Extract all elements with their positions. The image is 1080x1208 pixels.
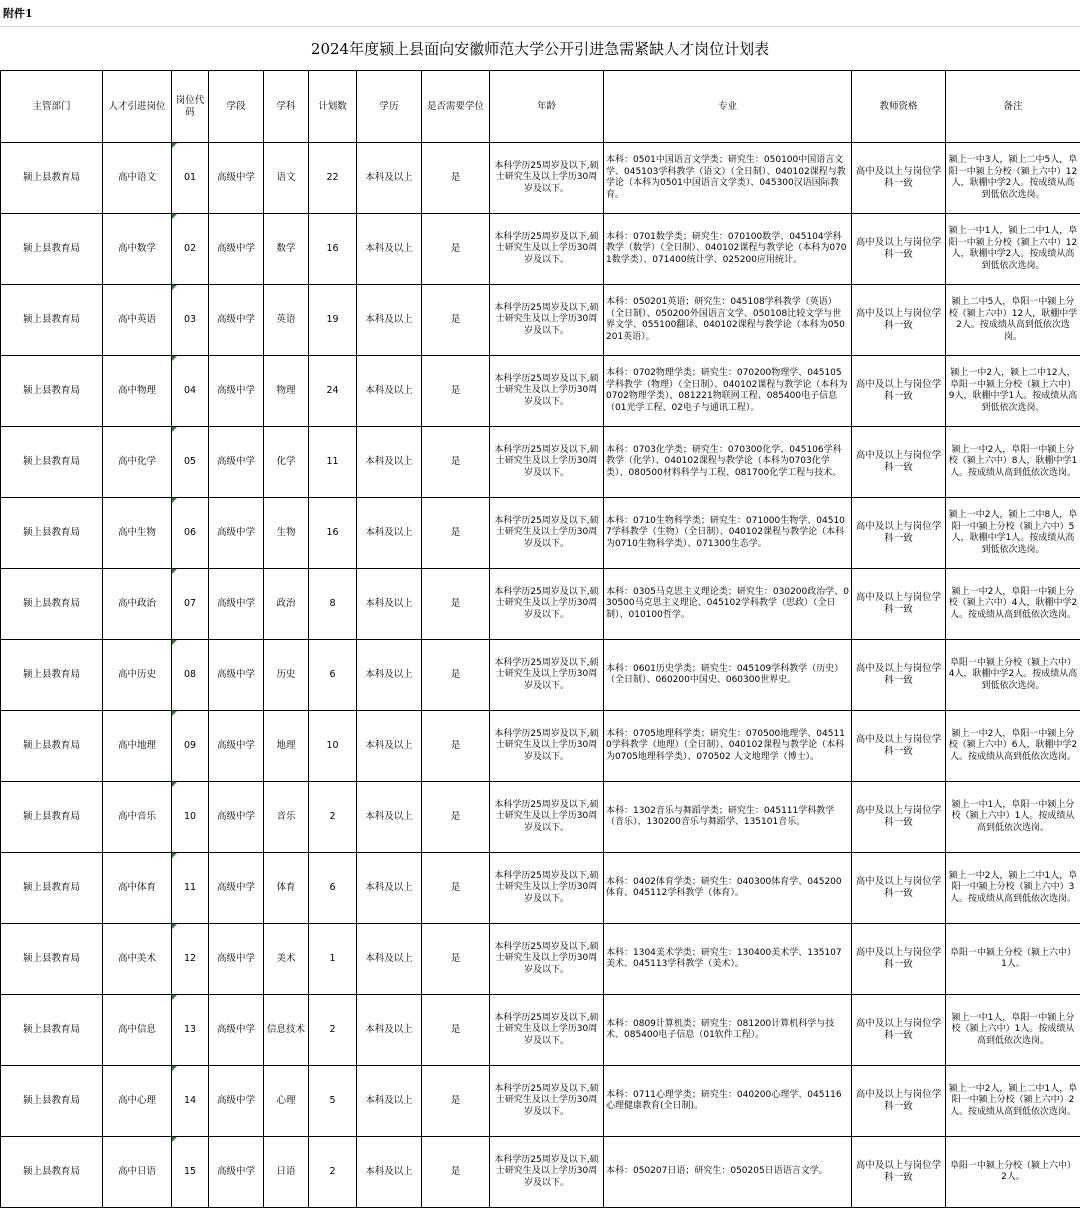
header-subject: 学科	[264, 71, 309, 143]
cell-stage: 高级中学	[209, 711, 264, 782]
cell-major: 本科：0601历史学类；研究生：045109学科教学（历史）（全日制）、060200中国史、060300世界史。	[604, 640, 852, 711]
cell-dept: 颍上县教育局	[1, 569, 103, 640]
cell-code: 08	[172, 640, 209, 711]
cell-teacher-cert: 高中及以上与岗位学科一致	[852, 924, 946, 995]
cell-education: 本科及以上	[357, 143, 422, 214]
cell-teacher-cert: 高中及以上与岗位学科一致	[852, 569, 946, 640]
header-education: 学历	[357, 71, 422, 143]
cell-education: 本科及以上	[357, 1137, 422, 1208]
cell-stage: 高级中学	[209, 356, 264, 427]
cell-note: 颍上一中2人，颍上二中1人，阜阳一中颍上分校（颍上六中）3人。按成绩从高到低依次选岗。	[946, 853, 1080, 924]
cell-teacher-cert: 高中及以上与岗位学科一致	[852, 1137, 946, 1208]
header-age: 年龄	[490, 71, 604, 143]
table-row	[1, 995, 1080, 1066]
cell-dept: 颍上县教育局	[1, 711, 103, 782]
cell-code: 01	[172, 143, 209, 214]
cell-major: 本科：1304美术学类；研究生：130400美术学、135107美术、045113学科教学（美术）。	[604, 924, 852, 995]
cell-note: 颍上一中1人，阜阳一中颍上分校（颍上六中）1人。按成绩从高到低依次选岗。	[946, 782, 1080, 853]
cell-major: 本科：0711心理学类；研究生：040200心理学、045116心理健康教育(全日制)。	[604, 1066, 852, 1137]
cell-dept: 颍上县教育局	[1, 143, 103, 214]
cell-stage: 高级中学	[209, 214, 264, 285]
cell-degree: 是	[422, 995, 490, 1066]
cell-post: 高中历史	[103, 640, 172, 711]
cell-note: 颍上一中1人，阜阳一中颍上分校（颍上六中）1人。按成绩从高到低依次选岗。	[946, 995, 1080, 1066]
cell-post: 高中信息	[103, 995, 172, 1066]
cell-note: 颍上一中2人，阜阳一中颍上分校（颍上六中）6人，耿棚中学2人。按成绩从高到低依次选岗。	[946, 711, 1080, 782]
cell-subject: 日语	[264, 1137, 309, 1208]
cell-stage: 高级中学	[209, 1066, 264, 1137]
table-row	[1, 711, 1080, 782]
cell-code: 03	[172, 285, 209, 356]
cell-dept: 颍上县教育局	[1, 427, 103, 498]
cell-teacher-cert: 高中及以上与岗位学科一致	[852, 214, 946, 285]
cell-note: 阜阳一中颍上分校（颍上六中）1人。	[946, 924, 1080, 995]
cell-post: 高中地理	[103, 711, 172, 782]
cell-note: 颍上一中2人，颍上二中1人，阜阳一中颍上分校（颍上六中）2人。按成绩从高到低依次选岗。	[946, 1066, 1080, 1137]
cell-major: 本科：0305马克思主义理论类；研究生：030200政治学、030500马克思主义理论、045102学科教学（思政）（全日制）、010100哲学。	[604, 569, 852, 640]
cell-subject: 政治	[264, 569, 309, 640]
cell-education: 本科及以上	[357, 924, 422, 995]
table-row	[1, 569, 1080, 640]
table-row	[1, 853, 1080, 924]
cell-education: 本科及以上	[357, 853, 422, 924]
cell-stage: 高级中学	[209, 1137, 264, 1208]
cell-major: 本科：1302音乐与舞蹈学类；研究生：045111学科教学（音乐）、130200音乐与舞蹈学、135101音乐。	[604, 782, 852, 853]
cell-subject: 信息技术	[264, 995, 309, 1066]
cell-stage: 高级中学	[209, 498, 264, 569]
cell-post: 高中心理	[103, 1066, 172, 1137]
cell-note: 颍上一中2人，颍上二中12人，阜阳一中颍上分校（颍上六中）9人，耿棚中学1人。按成绩从高到低依次选岗。	[946, 356, 1080, 427]
cell-teacher-cert: 高中及以上与岗位学科一致	[852, 285, 946, 356]
cell-major: 本科：050207日语；研究生：050205日语语言文学。	[604, 1137, 852, 1208]
cell-post: 高中物理	[103, 356, 172, 427]
cell-education: 本科及以上	[357, 995, 422, 1066]
cell-post: 高中音乐	[103, 782, 172, 853]
cell-count: 24	[309, 356, 357, 427]
cell-age: 本科学历25周岁及以下,硕士研究生及以上学历30周岁及以下。	[490, 569, 604, 640]
cell-dept: 颍上县教育局	[1, 285, 103, 356]
cell-dept: 颍上县教育局	[1, 995, 103, 1066]
cell-age: 本科学历25周岁及以下,硕士研究生及以上学历30周岁及以下。	[490, 711, 604, 782]
cell-subject: 地理	[264, 711, 309, 782]
cell-subject: 心理	[264, 1066, 309, 1137]
cell-dept: 颍上县教育局	[1, 924, 103, 995]
cell-note: 颍上一中3人，颍上二中5人，阜阳一中颍上分校（颍上六中）12人，耿棚中学2人。按成绩从高到低依次选岗。	[946, 143, 1080, 214]
cell-note: 颍上二中5人，阜阳一中颍上分校（颍上六中）12人，耿棚中学2人。按成绩从高到低依次选岗。	[946, 285, 1080, 356]
cell-code: 04	[172, 356, 209, 427]
cell-count: 2	[309, 782, 357, 853]
table-row	[1, 924, 1080, 995]
cell-education: 本科及以上	[357, 285, 422, 356]
cell-note: 阜阳一中颍上分校（颍上六中）4人，耿棚中学2人。按成绩从高到低依次选岗。	[946, 640, 1080, 711]
header-stage: 学段	[209, 71, 264, 143]
cell-major: 本科：0402体育学类；研究生：040300体育学、045200体育、045112学科教学（体育）。	[604, 853, 852, 924]
cell-count: 2	[309, 995, 357, 1066]
cell-count: 16	[309, 214, 357, 285]
cell-subject: 语文	[264, 143, 309, 214]
cell-major: 本科：0501中国语言文学类；研究生：050100中国语言文学、045103学科教学（语文）（全日制）、040102课程与教学论（本科为0501中国语言文学类）、045300汉语国际教育。	[604, 143, 852, 214]
cell-degree: 是	[422, 143, 490, 214]
cell-post: 高中英语	[103, 285, 172, 356]
cell-note: 颍上一中1人，颍上二中1人，阜阳一中颍上分校（颍上六中）12人，耿棚中学2人。按成绩从高到低依次选岗。	[946, 214, 1080, 285]
cell-education: 本科及以上	[357, 711, 422, 782]
cell-code: 05	[172, 427, 209, 498]
cell-count: 10	[309, 711, 357, 782]
cell-major: 本科：0809计算机类；研究生：081200计算机科学与技术、085400电子信息（01软件工程）。	[604, 995, 852, 1066]
cell-subject: 生物	[264, 498, 309, 569]
cell-stage: 高级中学	[209, 427, 264, 498]
cell-age: 本科学历25周岁及以下,硕士研究生及以上学历30周岁及以下。	[490, 1137, 604, 1208]
cell-major: 本科：0702物理学类；研究生：070200物理学、045105学科教学（物理）（全日制）、040102课程与教学论（本科为0702物理学类）、081221物联网工程、085400电子信息（01光学工程、02电子与通讯工程）。	[604, 356, 852, 427]
cell-post: 高中政治	[103, 569, 172, 640]
cell-code: 09	[172, 711, 209, 782]
cell-age: 本科学历25周岁及以下,硕士研究生及以上学历30周岁及以下。	[490, 1066, 604, 1137]
table-row	[1, 640, 1080, 711]
cell-degree: 是	[422, 711, 490, 782]
cell-count: 6	[309, 640, 357, 711]
header-count: 计划数	[309, 71, 357, 143]
cell-note: 阜阳一中颍上分校（颍上六中）2人。	[946, 1137, 1080, 1208]
cell-education: 本科及以上	[357, 569, 422, 640]
table-row	[1, 356, 1080, 427]
header-degree: 是否需要学位	[422, 71, 490, 143]
header-note: 备注	[946, 71, 1080, 143]
cell-dept: 颍上县教育局	[1, 853, 103, 924]
cell-stage: 高级中学	[209, 924, 264, 995]
cell-subject: 美术	[264, 924, 309, 995]
header-row	[1, 71, 1080, 143]
cell-age: 本科学历25周岁及以下,硕士研究生及以上学历30周岁及以下。	[490, 924, 604, 995]
cell-code: 02	[172, 214, 209, 285]
cell-education: 本科及以上	[357, 498, 422, 569]
cell-dept: 颍上县教育局	[1, 640, 103, 711]
cell-post: 高中化学	[103, 427, 172, 498]
cell-code: 10	[172, 782, 209, 853]
cell-age: 本科学历25周岁及以下,硕士研究生及以上学历30周岁及以下。	[490, 143, 604, 214]
cell-degree: 是	[422, 427, 490, 498]
cell-teacher-cert: 高中及以上与岗位学科一致	[852, 1066, 946, 1137]
cell-age: 本科学历25周岁及以下,硕士研究生及以上学历30周岁及以下。	[490, 214, 604, 285]
cell-subject: 体育	[264, 853, 309, 924]
cell-major: 本科：050201英语；研究生：045108学科教学（英语）（全日制）、050200外国语言文学、050108比较文学与世界文学、055100翻译、040102课程与教学论（本科为050201英语）。	[604, 285, 852, 356]
cell-post: 高中语文	[103, 143, 172, 214]
cell-dept: 颍上县教育局	[1, 214, 103, 285]
cell-major: 本科：0703化学类；研究生：070300化学、045106学科教学（化学）、040102课程与教学论（本科为0703化学类）、080500材料科学与工程、081700化学工程与技术。	[604, 427, 852, 498]
cell-stage: 高级中学	[209, 782, 264, 853]
cell-age: 本科学历25周岁及以下,硕士研究生及以上学历30周岁及以下。	[490, 356, 604, 427]
cell-stage: 高级中学	[209, 995, 264, 1066]
cell-major: 本科：0710生物科学类；研究生：071000生物学、045107学科教学（生物）（全日制）、040102课程与教学论（本科为0710生物科学类）、071300生态学。	[604, 498, 852, 569]
cell-subject: 数学	[264, 214, 309, 285]
cell-degree: 是	[422, 214, 490, 285]
cell-stage: 高级中学	[209, 143, 264, 214]
cell-degree: 是	[422, 924, 490, 995]
cell-count: 6	[309, 853, 357, 924]
cell-teacher-cert: 高中及以上与岗位学科一致	[852, 853, 946, 924]
recruitment-plan-table	[0, 70, 1080, 1208]
table-row	[1, 782, 1080, 853]
cell-dept: 颍上县教育局	[1, 782, 103, 853]
cell-subject: 历史	[264, 640, 309, 711]
cell-count: 16	[309, 498, 357, 569]
cell-education: 本科及以上	[357, 427, 422, 498]
table-row	[1, 143, 1080, 214]
cell-post: 高中美术	[103, 924, 172, 995]
cell-subject: 英语	[264, 285, 309, 356]
cell-count: 8	[309, 569, 357, 640]
annex-label: 附件1	[3, 5, 33, 21]
cell-count: 1	[309, 924, 357, 995]
table-row	[1, 1137, 1080, 1208]
cell-teacher-cert: 高中及以上与岗位学科一致	[852, 356, 946, 427]
cell-note: 颍上一中2人，阜阳一中颍上分校（颍上六中）8人，耿棚中学1人。按成绩从高到低依次选岗。	[946, 427, 1080, 498]
cell-subject: 物理	[264, 356, 309, 427]
cell-dept: 颍上县教育局	[1, 1066, 103, 1137]
cell-age: 本科学历25周岁及以下,硕士研究生及以上学历30周岁及以下。	[490, 427, 604, 498]
table-row	[1, 498, 1080, 569]
cell-degree: 是	[422, 285, 490, 356]
cell-code: 06	[172, 498, 209, 569]
cell-dept: 颍上县教育局	[1, 498, 103, 569]
cell-degree: 是	[422, 1066, 490, 1137]
cell-code: 12	[172, 924, 209, 995]
cell-major: 本科：0701数学类；研究生：070100数学、045104学科教学（数学）（全日制）、040102课程与教学论（本科为0701数学类）、071400统计学、025200应用统计。	[604, 214, 852, 285]
cell-dept: 颍上县教育局	[1, 356, 103, 427]
cell-count: 5	[309, 1066, 357, 1137]
cell-degree: 是	[422, 569, 490, 640]
cell-degree: 是	[422, 1137, 490, 1208]
cell-note: 颍上一中2人，阜阳一中颍上分校（颍上六中）4人，耿棚中学2人。按成绩从高到低依次选岗。	[946, 569, 1080, 640]
cell-age: 本科学历25周岁及以下,硕士研究生及以上学历30周岁及以下。	[490, 640, 604, 711]
cell-dept: 颍上县教育局	[1, 1137, 103, 1208]
cell-teacher-cert: 高中及以上与岗位学科一致	[852, 143, 946, 214]
cell-degree: 是	[422, 782, 490, 853]
cell-code: 15	[172, 1137, 209, 1208]
header-dept: 主管部门	[1, 71, 103, 143]
cell-count: 22	[309, 143, 357, 214]
cell-code: 11	[172, 853, 209, 924]
cell-degree: 是	[422, 356, 490, 427]
table-row	[1, 427, 1080, 498]
annex-row	[0, 0, 1080, 27]
table-row	[1, 214, 1080, 285]
cell-age: 本科学历25周岁及以下,硕士研究生及以上学历30周岁及以下。	[490, 853, 604, 924]
cell-count: 11	[309, 427, 357, 498]
cell-education: 本科及以上	[357, 1066, 422, 1137]
header-post: 人才引进岗位	[103, 71, 172, 143]
header-major: 专业	[604, 71, 852, 143]
cell-stage: 高级中学	[209, 569, 264, 640]
cell-teacher-cert: 高中及以上与岗位学科一致	[852, 711, 946, 782]
cell-post: 高中数学	[103, 214, 172, 285]
document-title: 2024年度颍上县面向安徽师范大学公开引进急需紧缺人才岗位计划表	[0, 26, 1080, 70]
cell-education: 本科及以上	[357, 356, 422, 427]
cell-teacher-cert: 高中及以上与岗位学科一致	[852, 640, 946, 711]
cell-age: 本科学历25周岁及以下,硕士研究生及以上学历30周岁及以下。	[490, 498, 604, 569]
cell-degree: 是	[422, 498, 490, 569]
cell-count: 19	[309, 285, 357, 356]
cell-stage: 高级中学	[209, 640, 264, 711]
cell-code: 07	[172, 569, 209, 640]
cell-post: 高中生物	[103, 498, 172, 569]
cell-note: 颍上一中2人，颍上二中8人，阜阳一中颍上分校（颍上六中）5人，耿棚中学1人。按成绩从高到低依次选岗。	[946, 498, 1080, 569]
header-teacher-cert: 教师资格	[852, 71, 946, 143]
cell-count: 2	[309, 1137, 357, 1208]
cell-subject: 化学	[264, 427, 309, 498]
cell-stage: 高级中学	[209, 853, 264, 924]
cell-education: 本科及以上	[357, 782, 422, 853]
table-row	[1, 285, 1080, 356]
cell-code: 14	[172, 1066, 209, 1137]
cell-age: 本科学历25周岁及以下,硕士研究生及以上学历30周岁及以下。	[490, 995, 604, 1066]
table-row	[1, 1066, 1080, 1137]
cell-education: 本科及以上	[357, 640, 422, 711]
cell-post: 高中日语	[103, 1137, 172, 1208]
cell-post: 高中体育	[103, 853, 172, 924]
cell-degree: 是	[422, 853, 490, 924]
cell-subject: 音乐	[264, 782, 309, 853]
cell-major: 本科：0705地理科学类；研究生：070500地理学、045110学科教学（地理）（全日制）、040102课程与教学论（本科为0705地理科学类）、070502 人文地理学（博士）。	[604, 711, 852, 782]
cell-teacher-cert: 高中及以上与岗位学科一致	[852, 782, 946, 853]
header-code: 岗位代码	[172, 71, 209, 143]
cell-stage: 高级中学	[209, 285, 264, 356]
cell-teacher-cert: 高中及以上与岗位学科一致	[852, 427, 946, 498]
cell-teacher-cert: 高中及以上与岗位学科一致	[852, 498, 946, 569]
cell-degree: 是	[422, 640, 490, 711]
table-body	[1, 143, 1080, 1208]
cell-education: 本科及以上	[357, 214, 422, 285]
cell-age: 本科学历25周岁及以下,硕士研究生及以上学历30周岁及以下。	[490, 782, 604, 853]
cell-age: 本科学历25周岁及以下,硕士研究生及以上学历30周岁及以下。	[490, 285, 604, 356]
cell-teacher-cert: 高中及以上与岗位学科一致	[852, 995, 946, 1066]
cell-code: 13	[172, 995, 209, 1066]
